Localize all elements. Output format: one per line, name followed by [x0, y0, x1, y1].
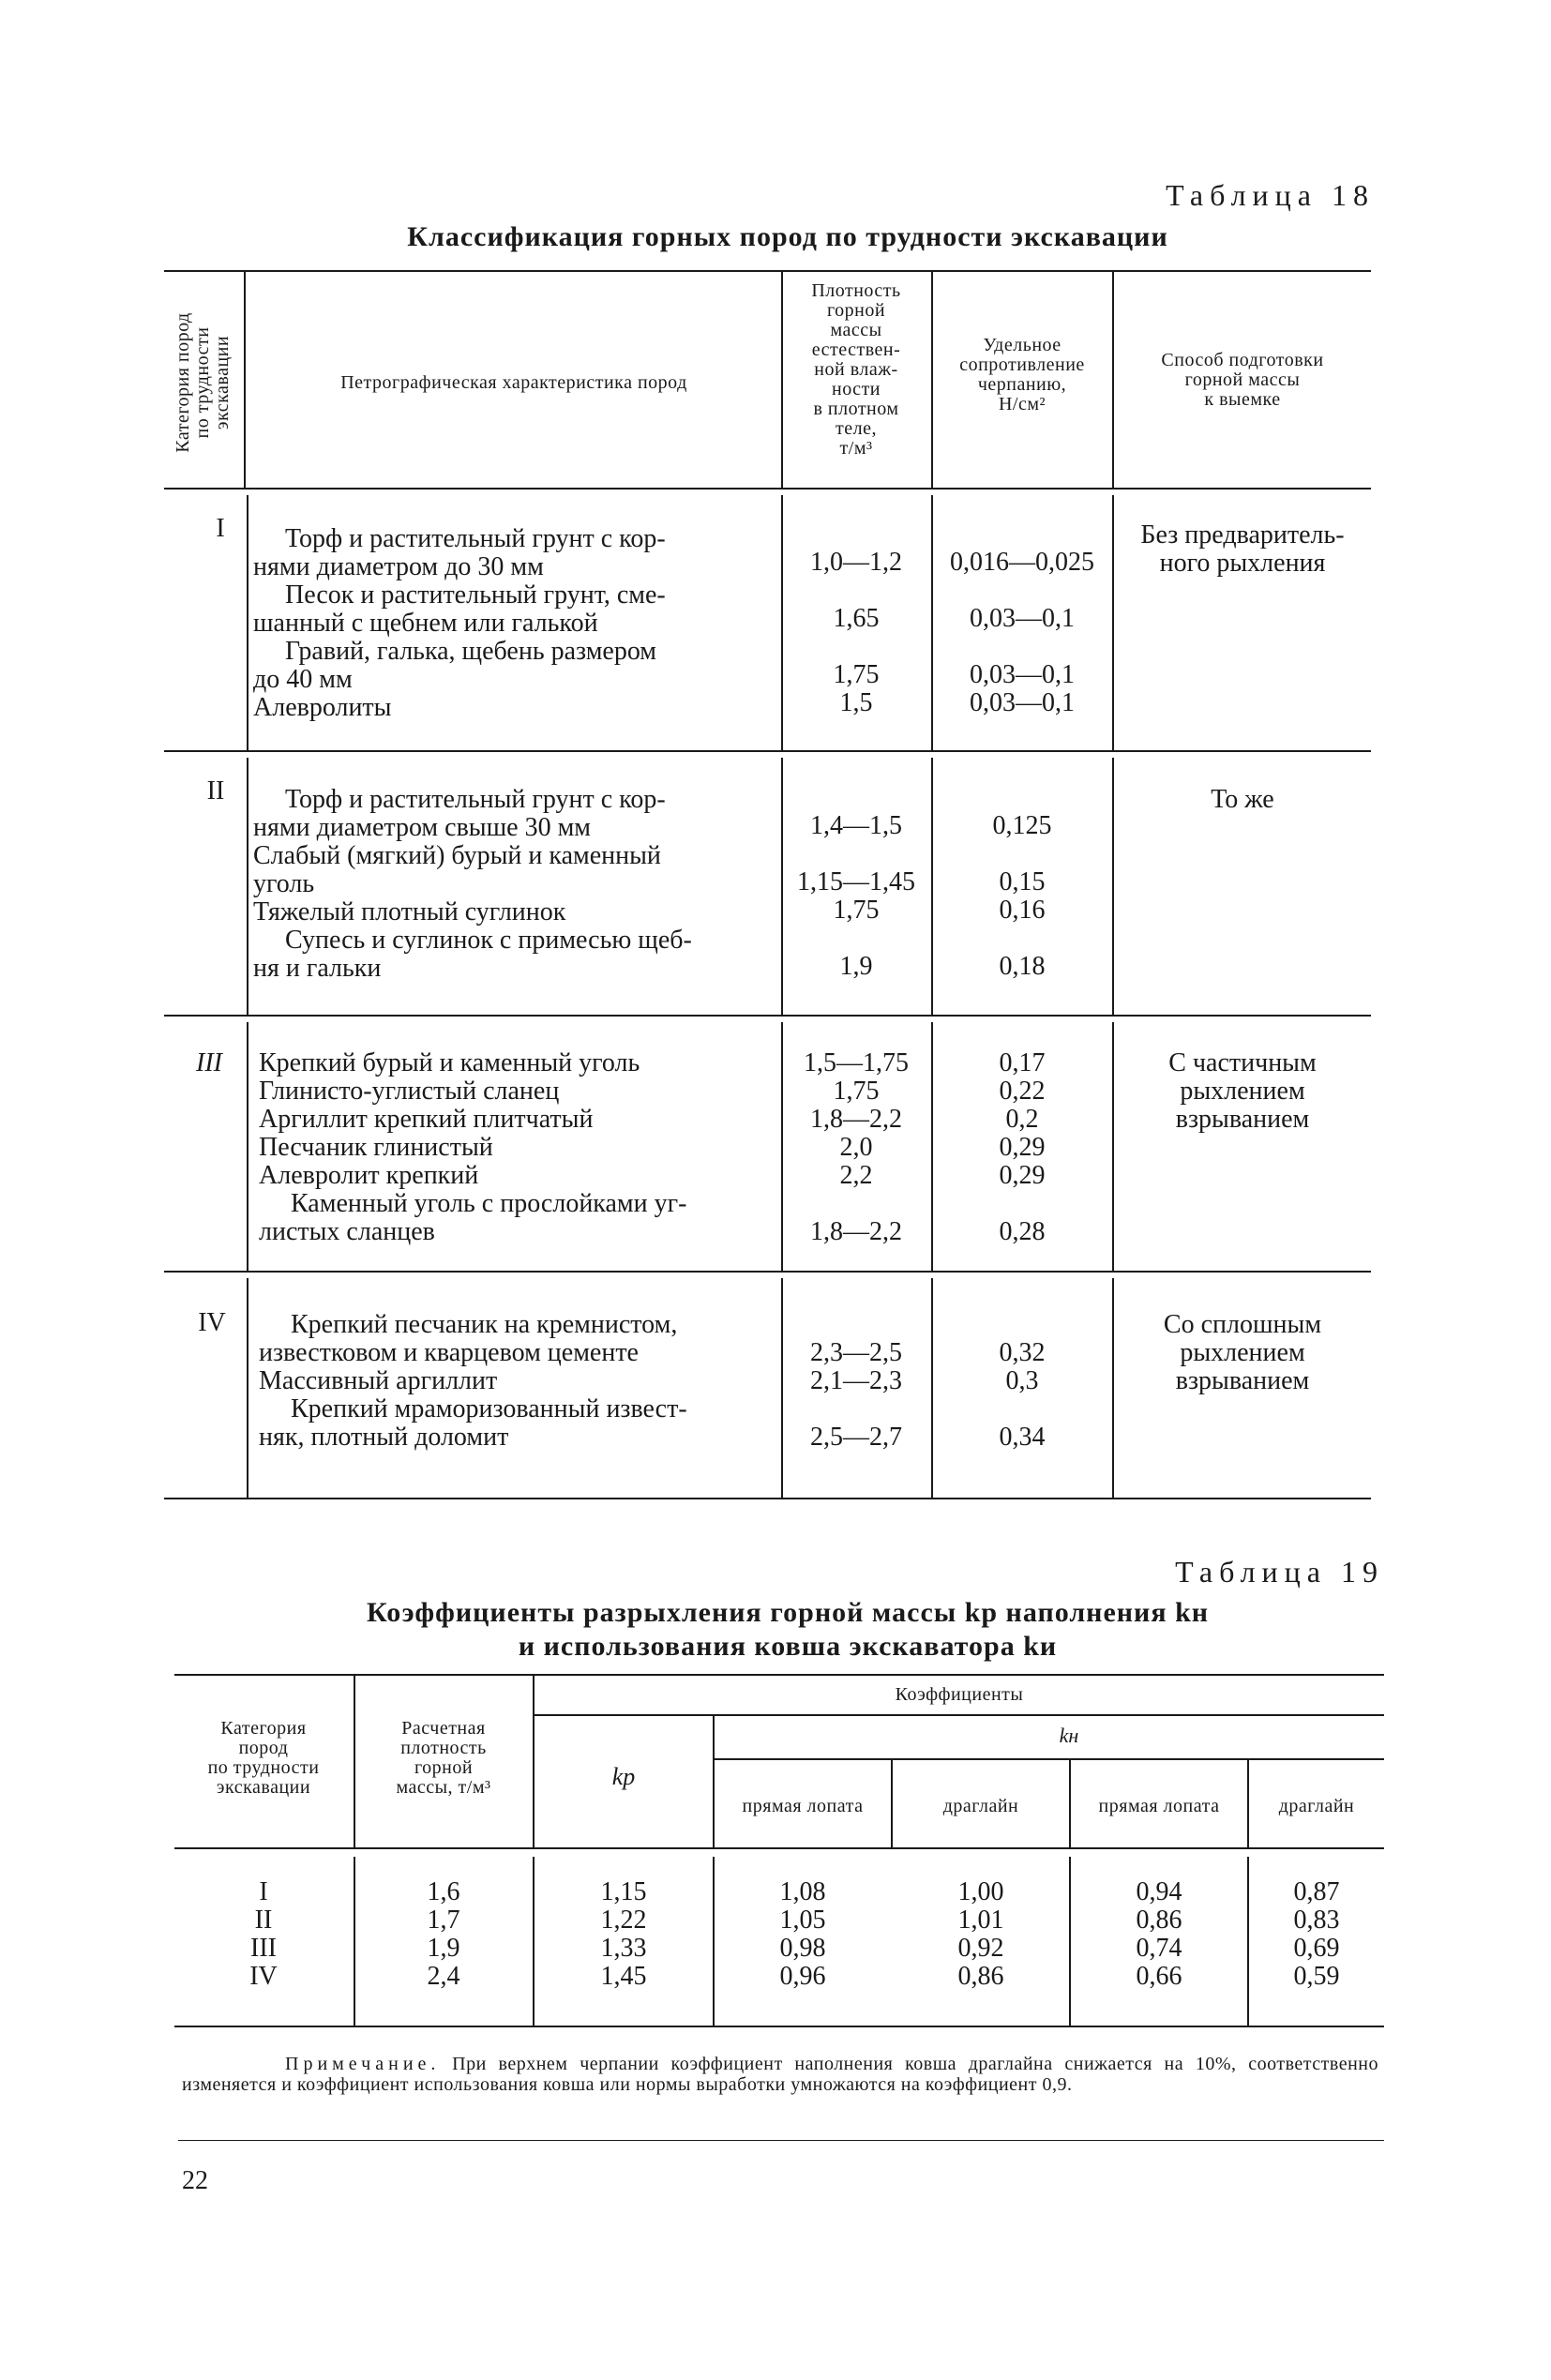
table18-bottom-rule — [164, 1498, 1371, 1499]
table19-note — [182, 2054, 1378, 2095]
resistance-value: 0,32 — [999, 1338, 1046, 1367]
table18-col-divider — [1112, 1278, 1114, 1498]
table18-top-rule — [164, 270, 1371, 272]
resistance-value: 0,16 — [999, 896, 1046, 925]
table18-header-method: Способ подготовки горной массы к выемке — [1161, 350, 1324, 410]
note-text: При верхнем черпании коэффициент наполнения ковша драглайна снижается на 10%, соответственно изменяется и коэффициент использования ковша или нормы выработки умножаются на коэффициент 0,9. — [182, 2054, 1378, 2095]
table19-title — [159, 1596, 1416, 1664]
resistance-value: 0,03—0,1 — [970, 688, 1075, 717]
table19-header-density: Расчетная плотность горной массы, т/м³ — [396, 1718, 491, 1798]
table18-header-petro: Петрографическая характеристика пород — [340, 372, 687, 393]
method-text: Без предваритель- ного рыхления — [1140, 520, 1345, 578]
table18-header-resistance: Удельное сопротивление черпанию, Н/см² — [959, 335, 1085, 414]
footer-rule — [178, 2140, 1384, 2141]
table19-header-shovel: прямая лопата — [742, 1796, 864, 1816]
table18-col-divider — [1112, 758, 1114, 1015]
table18-group-rule — [164, 1271, 1371, 1273]
table19-header-shovel: прямая лопата — [1098, 1796, 1220, 1816]
resistance-value: 0,29 — [999, 1161, 1046, 1190]
table19-coef-rule — [535, 1714, 1384, 1716]
density-value: 2,5—2,7 — [810, 1423, 902, 1452]
petro-text: Крепкий бурый и каменный уголь Глинисто-углистый сланец Аргиллит крепкий плитчатый Песчаник глинистый Алевролит крепкий Каменный уголь с прослойками уг- листых сланцев — [259, 1048, 687, 1246]
table19-ki-dragline-column: 0,87 0,83 0,69 0,59 — [1293, 1877, 1340, 1991]
method-text: То же — [1211, 785, 1274, 814]
table19-header-coefficients: Коэффициенты — [895, 1684, 1024, 1705]
method-text: С частичным рыхлением взрыванием — [1168, 1048, 1317, 1134]
note-label: Примечание. — [285, 2054, 441, 2074]
table19-header-dragline: драглайн — [942, 1796, 1019, 1816]
resistance-value: 0,03—0,1 — [970, 660, 1075, 689]
density-value: 1,15—1,45 — [797, 867, 915, 896]
density-value: 1,5 — [839, 688, 873, 717]
table19-ki-shovel-column: 0,94 0,86 0,74 0,66 — [1136, 1877, 1182, 1991]
table18-col-divider — [247, 1022, 248, 1271]
table18-group-rule — [164, 750, 1371, 752]
table18-header-category: Категория пород по трудности экскавации — [173, 312, 233, 453]
petro-text: Торф и растительный грунт с кор- нями диаметром свыше 30 мм Слабый (мягкий) бурый и каменный уголь Тяжелый плотный суглинок Супесь и суглинок с примесью щеб- ня и гальки — [253, 785, 692, 983]
density-value: 1,75 — [833, 896, 880, 925]
petro-text: Торф и растительный грунт с кор- нями диаметром до 30 мм Песок и растительный грунт, сме- шанный с щебнем или галькой Гравий, галька, щебень размером до 40 мм Алевролиты — [253, 524, 666, 722]
category-label: I — [216, 514, 225, 543]
table19-kp-column: 1,15 1,22 1,33 1,45 — [600, 1877, 647, 1991]
resistance-value: 0,016—0,025 — [950, 548, 1094, 577]
table18-label: Таблица 18 — [1166, 178, 1375, 212]
density-value: 2,3—2,5 — [810, 1338, 902, 1367]
resistance-value: 0,29 — [999, 1133, 1046, 1162]
table19-kn-rule — [713, 1758, 1384, 1760]
category-label: II — [206, 776, 225, 806]
table19-kn-dragline-column: 1,00 1,01 0,92 0,86 — [957, 1877, 1004, 1991]
table19-header-dragline: драглайн — [1278, 1796, 1355, 1816]
method-text: Со сплошным рыхлением взрыванием — [1163, 1310, 1322, 1395]
table19-header-rule — [174, 1847, 1384, 1849]
density-value: 1,65 — [833, 604, 880, 633]
density-value: 1,75 — [833, 660, 880, 689]
density-value: 2,1—2,3 — [810, 1366, 902, 1395]
table19-category-column: I II III IV — [249, 1877, 278, 1991]
table18-header-density: Плотность горной массы естествен- ной влаж- ности в плотном теле, т/м³ — [811, 280, 901, 459]
table19-top-rule — [174, 1674, 1384, 1676]
density-value: 1,0—1,2 — [810, 548, 902, 577]
table19-title-line1: Коэффициенты разрыхления горной массы kр наполнения kн — [366, 1597, 1210, 1628]
table18-group-rule — [164, 1015, 1371, 1017]
resistance-value: 0,34 — [999, 1423, 1046, 1452]
table18-col-divider — [1112, 1022, 1114, 1271]
density-value: 1,8—2,2 — [810, 1105, 902, 1134]
density-value: 1,8—2,2 — [810, 1217, 902, 1246]
table19-header-kp: kр — [611, 1763, 636, 1790]
petro-text: Крепкий песчаник на кремнистом, известковом и кварцевом цементе Массивный аргиллит Крепкий мраморизованный извест- няк, плотный доломит — [259, 1310, 687, 1452]
resistance-value: 0,125 — [992, 811, 1052, 840]
table19-bottom-rule — [174, 2026, 1384, 2027]
resistance-value: 0,18 — [999, 952, 1046, 981]
density-value: 1,75 — [833, 1077, 880, 1106]
page-number: 22 — [182, 2166, 208, 2195]
table18-col-divider — [244, 272, 246, 488]
density-value: 1,4—1,5 — [810, 811, 902, 840]
table19-header-kn: kн — [1059, 1724, 1079, 1747]
category-label: IV — [198, 1308, 226, 1337]
resistance-value: 0,3 — [1005, 1366, 1039, 1395]
table19-title-line2: и использования ковша экскаватора kи — [518, 1631, 1058, 1662]
table18-col-divider — [247, 1278, 248, 1498]
resistance-value: 0,22 — [999, 1077, 1046, 1106]
density-value: 1,5—1,75 — [804, 1048, 909, 1077]
resistance-value: 0,03—0,1 — [970, 604, 1075, 633]
resistance-value: 0,17 — [999, 1048, 1046, 1077]
resistance-value: 0,2 — [1005, 1105, 1039, 1134]
density-value: 2,0 — [839, 1133, 873, 1162]
table18-col-divider — [247, 758, 248, 1015]
category-label: III — [196, 1048, 222, 1077]
table19-label: Таблица 19 — [1175, 1555, 1384, 1589]
table19-density-column: 1,6 1,7 1,9 2,4 — [427, 1877, 460, 1991]
density-value: 1,9 — [839, 952, 873, 981]
table18-header-rule — [164, 488, 1371, 490]
table18-title: Классификация горных пород по трудности экскавации — [407, 221, 1168, 252]
resistance-value: 0,28 — [999, 1217, 1046, 1246]
table19-kn-shovel-column: 1,08 1,05 0,98 0,96 — [779, 1877, 826, 1991]
table19-header-category: Категория пород по трудности экскавации — [207, 1718, 320, 1798]
density-value: 2,2 — [839, 1161, 873, 1190]
table18-col-divider — [1112, 495, 1114, 750]
resistance-value: 0,15 — [999, 867, 1046, 896]
